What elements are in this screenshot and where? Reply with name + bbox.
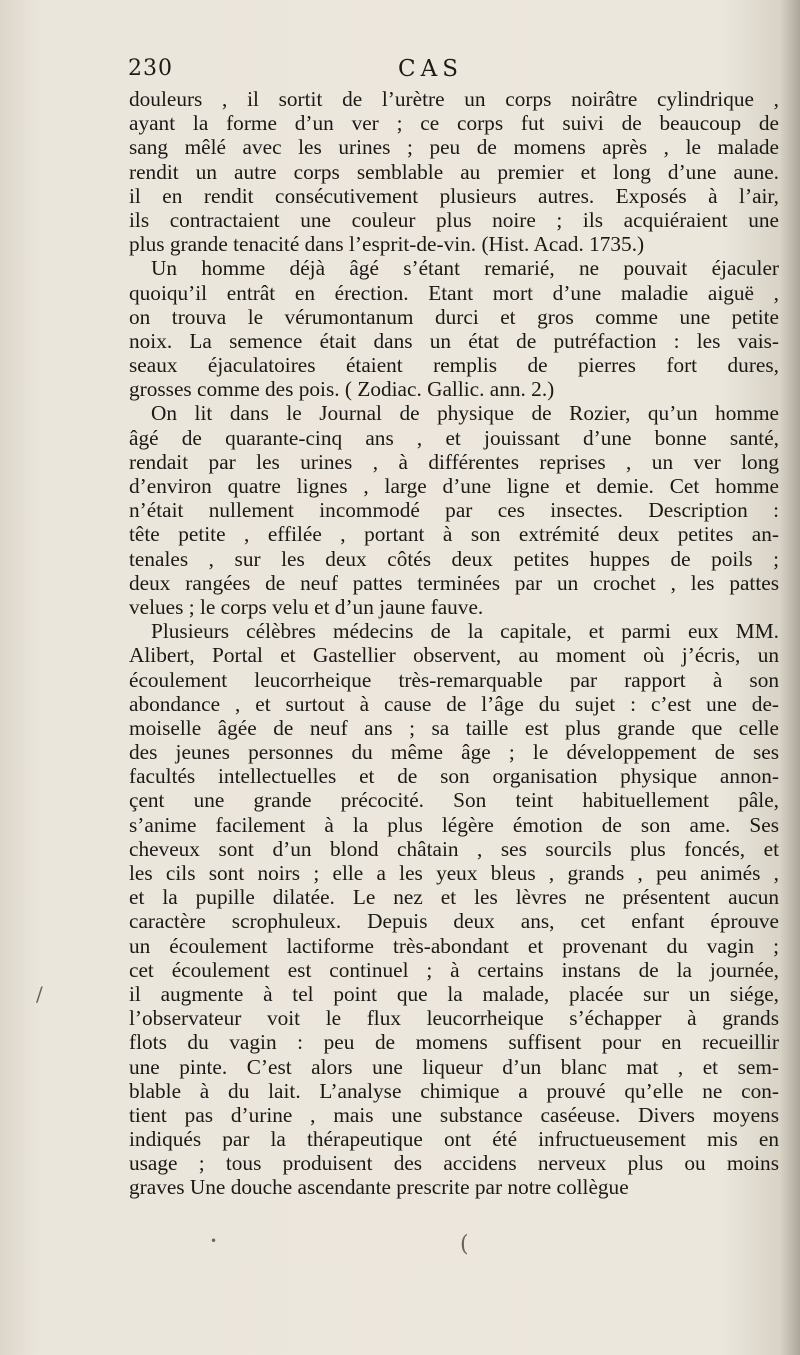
text-line: l’observateur voit le flux leucorrheique s’échapper à grands bbox=[129, 1006, 779, 1031]
text-line: rendit un autre corps semblable au premier et long d’une aune. bbox=[129, 159, 779, 184]
text-line: caractère scrophuleux. Depuis deux ans, cet enfant éprouve bbox=[129, 909, 779, 934]
text-line: une pinte. C’est alors une liqueur d’un blanc mat , et sem- bbox=[129, 1054, 779, 1079]
text-line: graves Une douche ascendante prescrite par notre collègue bbox=[129, 1175, 629, 1200]
text-line: douleurs , il sortit de l’urètre un corps noirâtre cylindrique , bbox=[129, 87, 779, 111]
text-line: quoiqu’il entrât en érection. Etant mort d’une maladie aiguë , bbox=[129, 280, 779, 305]
text-line: flots du vagin : peu de momens suffisent pour en recueillir bbox=[129, 1030, 779, 1055]
text-line: rendait par les urines , à différentes reprises , un ver long bbox=[129, 449, 779, 474]
text-line: velues ; le corps velu et d’un jaune fauve. bbox=[129, 594, 484, 619]
text-line: les cils sont noirs ; elle a les yeux bleus , grands , peu animés , bbox=[129, 861, 779, 885]
body-text bbox=[129, 87, 779, 1200]
margin-stroke-mark: / bbox=[36, 982, 43, 1006]
paragraph bbox=[129, 619, 779, 1200]
text-line: grosses comme des pois. ( Zodiac. Gallic. ann. 2.) bbox=[129, 377, 555, 402]
text-line: ayant la forme d’un ver ; ce corps fut suivi de beaucoup de bbox=[129, 111, 779, 136]
text-line: Alibert, Portal et Gastellier observent, au moment où j’écris, un bbox=[129, 643, 779, 668]
text-line: Plusieurs célèbres médecins de la capitale, et parmi eux MM. bbox=[151, 619, 779, 644]
text-line: sang mêlé avec les urines ; peu de momens après , le malade bbox=[129, 135, 779, 160]
text-line: écoulement leucorrheique très-remarquable par rapport à son bbox=[129, 667, 779, 692]
ink-curve-mark: ( bbox=[460, 1232, 469, 1257]
text-line: cet écoulement est continuel ; à certains instans de la journée, bbox=[129, 957, 779, 982]
text-line: ils contractaient une couleur plus noire ; ils acquiéraient une bbox=[129, 207, 779, 232]
paragraph bbox=[129, 401, 779, 619]
text-line: seaux éjaculatoires étaient remplis de pierres fort dures, bbox=[129, 353, 779, 378]
text-line: tenales , sur les deux côtés deux petites huppes de poils ; bbox=[129, 546, 779, 571]
text-line: indiqués par la thérapeutique ont été infructueusement mis en bbox=[129, 1127, 779, 1152]
text-line: On lit dans le Journal de physique de Rozier, qu’un homme bbox=[151, 401, 779, 426]
text-line: moiselle âgée de neuf ans ; sa taille est plus grande que celle bbox=[129, 715, 779, 740]
text-line: noix. La semence était dans un état de putréfaction : les vais- bbox=[129, 328, 779, 353]
paragraph bbox=[129, 256, 779, 401]
text-line: n’était nullement incommodé par ces insectes. Description : bbox=[129, 498, 779, 523]
text-line: il augmente à tel point que la malade, placée sur un siége, bbox=[129, 981, 779, 1006]
text-line: il en rendit consécutivement plusieurs autres. Exposés à l’air, bbox=[129, 183, 779, 208]
text-line: des jeunes personnes du même âge ; le développement de ses bbox=[129, 740, 779, 765]
text-line: facultés intellectuelles et de son organisation physique annon- bbox=[129, 764, 779, 789]
page-edge-shadow bbox=[780, 0, 800, 1355]
text-line: et la pupille dilatée. Le nez et les lèvres ne présentent aucun bbox=[129, 885, 779, 910]
text-line: blable à du lait. L’analyse chimique a prouvé qu’elle ne con- bbox=[129, 1078, 779, 1103]
ink-speck-mark: • bbox=[210, 1234, 218, 1248]
page-number: 230 bbox=[128, 56, 173, 81]
page-header bbox=[128, 56, 778, 86]
running-head: CAS bbox=[398, 56, 463, 82]
text-line: Un homme déjà âgé s’étant remarié, ne pouvait éjaculer bbox=[151, 256, 779, 281]
text-line: tient pas d’urine , mais une substance caséeuse. Divers moyens bbox=[129, 1102, 779, 1127]
text-line: on trouva le vérumontanum durci et gros comme une petite bbox=[129, 304, 779, 329]
text-line: tête petite , effilée , portant à son extrémité deux petites an- bbox=[129, 522, 779, 547]
text-line: usage ; tous produisent des accidens nerveux plus ou moins bbox=[129, 1151, 779, 1176]
text-line: plus grande tenacité dans l’esprit-de-vin. (Hist. Acad. 1735.) bbox=[129, 232, 645, 257]
text-line: d’environ quatre lignes , large d’une ligne et demie. Cet homme bbox=[129, 474, 779, 498]
text-line: abondance , et surtout à cause de l’âge du sujet : c’est une de- bbox=[129, 691, 779, 716]
text-line: un écoulement lactiforme très-abondant et provenant du vagin ; bbox=[129, 933, 779, 958]
text-line: deux rangées de neuf pattes terminées par un crochet , les pattes bbox=[129, 570, 779, 595]
paragraph bbox=[129, 87, 779, 256]
text-line: âgé de quarante-cinq ans , et jouissant d’une bonne santé, bbox=[129, 425, 779, 450]
text-line: s’anime facilement à la plus légère émotion de son ame. Ses bbox=[129, 812, 779, 837]
text-line: çent une grande précocité. Son teint habituellement pâle, bbox=[129, 788, 779, 813]
text-line: cheveux sont d’un blond châtain , ses sourcils plus foncés, et bbox=[129, 836, 779, 861]
